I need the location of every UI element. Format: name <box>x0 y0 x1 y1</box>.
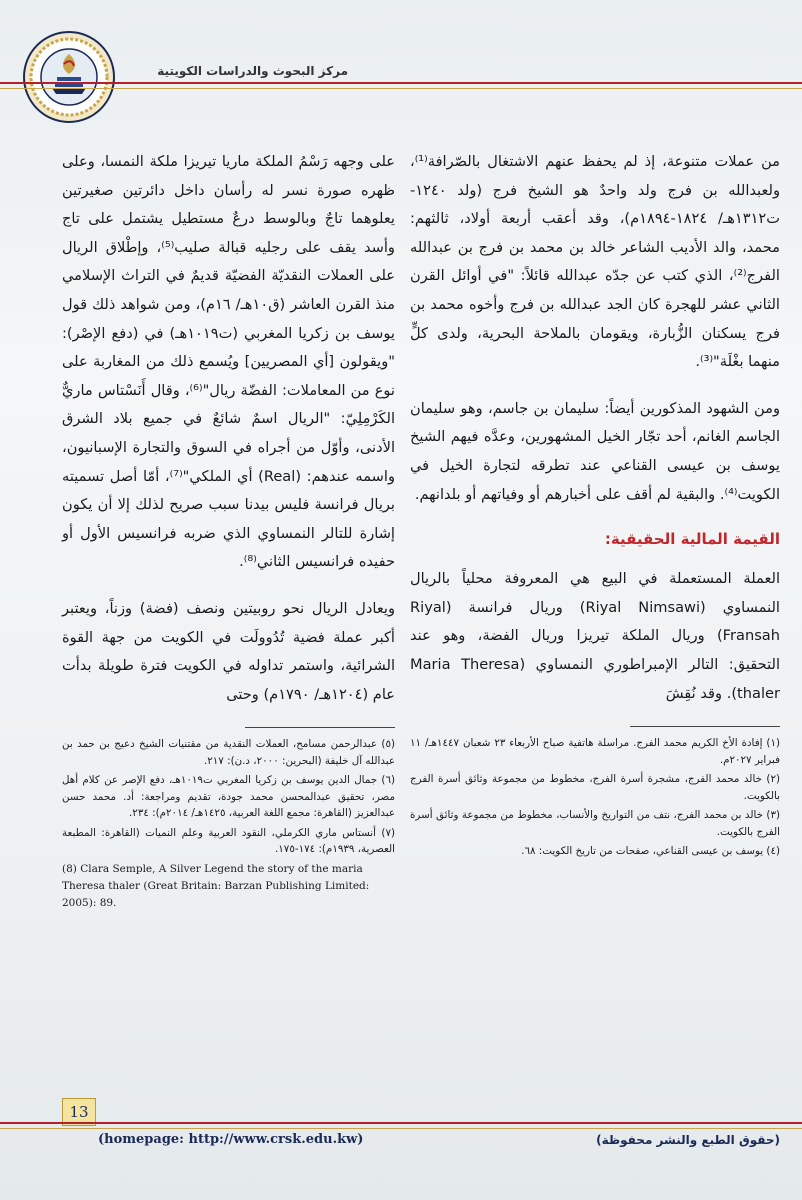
right-paragraph-2: ومن الشهود المذكورين أيضاً: سليمان بن جاسم، وهو سليمان الجاسم الغانم، أحد تجّار الخيل المشهورين، وعدَّه فيهم الشيخ يوسف بن عيسى القناعي عند تطرقه لتجارة الخيل في الكويت⁽⁴⁾. والبقية لم أقف على أخبارهم أو وفياتهم أو بلدانهم. <box>410 399 780 503</box>
footnote-4: (٤) يوسف بن عيسى القناعي، صفحات من تاريخ الكويت: ٦٨. <box>521 845 780 858</box>
footnote-5: (٥) عبدالرحمن مسامح، العملات النقدية من مقتنيات الشيخ دعيج بن حمد بن عبدالله آل خليفة (البحرين: ٢٠٠٠، د.ن): ٢١٧. <box>62 738 395 767</box>
header-divider <box>0 82 802 84</box>
copyright-notice: (حقوق الطبع والنشر محفوظة) <box>596 1133 780 1147</box>
footnote-2: (٢) خالد محمد الفرج، مشجرة أسرة الفرج، مخطوط من مجموعة وثائق أسرة الفرج بالكويت. <box>410 773 780 802</box>
right-column <box>410 148 780 863</box>
footnote-7: (٧) أنستاس ماري الكرملي، النقود العربية وعلم النميات (القاهرة: المطبعة العصرية، ١٩٣٩م): ١٧٤-١٧٥. <box>62 826 395 856</box>
section-heading: القيمة المالية الحقيقية: <box>604 530 780 549</box>
header-title: مركز البحوث والدراسات الكويتية <box>157 64 348 78</box>
left-paragraph-1: على وجهه رَسْمُ الملكة ماريا تيريزا ملكة النمسا، وعلى ظهره صورة نسر له رأسان داخل دائرتين صغيرتين يعلوهما تاجٌ وبالوسط درعٌ مستطيل يشتمل على تاج وأسد يقف على رجليه قبالة صليب⁽⁵⁾، وإطْلاق الريال على العملات النقديّة الفضيّة قديمٌ في التراث الإسلامي منذ القرن العاشر (ق١٠هـ/ ١٦م)، ومن شواهد ذلك قول يوسف بن زكريا المغربي (ت١٠١٩هـ) في (دفع الإصْر): "ويقولون [أي المصريين] ويُسمع ذلك من المغاربة على نوع من المعاملات: الفضّة ريال"⁽⁶⁾، وقال أَنَسْتاس ماريٌّ الكَرْمِلِيّ: "الريال اسمٌ شائعٌ في جميع بلاد الشرق الأدنى، وأوّل من أجراه في السوق والتجارة الإسبانيون، واسمه عندهم: (Real) أي الملكي"⁽⁷⁾، أمّا أصل تسميته بريال فرانسة فليس بيدنا سبب صريح لذلك إلا أن يكون إشارة للتالر النمساوي الذي ضربه فرانسيس الأول أو حفيده فرانسيس الثاني⁽⁸⁾. <box>62 153 395 571</box>
homepage-link[interactable]: (homepage: http://www.crsk.edu.kw) <box>98 1132 364 1147</box>
left-paragraph-2: ويعادل الريال نحو روبيتين ونصف (فضة) وزناً، ويعتبر أكبر عملة فضية تُدُوولَت في الكويت من جهة القوة الشرائية، واستمر تداوله في الكويت فترة طويلة بدأت عام (١٢٠٤هـ/ ١٧٩٠م) وحتى <box>62 599 395 703</box>
footnote-3: (٣) خالد بن محمد الفرج، نتف من التواريخ والأنساب، مخطوط من مجموعة وثائق أسرة الفرج بالكويت. <box>410 809 780 838</box>
footnote-6: (٦) جمال الدين يوسف بن زكريا المغربي ت١٠١٩هـ، دفع الإصر عن كلام أهل مصر، تحقيق عبدالمحسن محمد جودة، تقديم ومراجعة: أد. محمد حسن عبدالعزيز (القاهرة: مجمع اللغة العربية، ١٤٢٥هـ/ ٢٠١٤م): ٢٣٤. <box>62 774 395 820</box>
right-paragraph-3: العملة المستعملة في البيع هي المعروفة محلياً بالريال النمساوي (Riyal Nimsawi) وريال فرانسة (Riyal Fransah) وريال الملكة تيريزا وريال الفضة، وهو عند التحقيق: التالر الإمبراطوري النمساوي (Maria Theresa thaler). وقد نُقِشَ <box>410 570 780 702</box>
footnote-separator <box>245 727 395 728</box>
left-footnotes <box>62 736 395 912</box>
right-paragraph-1: من عملات متنوعة، إذ لم يحفظ عنهم الاشتغال بالصّرافة⁽¹⁾، ولعبدالله بن فرج ولد واحدٌ هو الشيخ فرج (ولد ١٢٤٠-ت١٣١٢هـ/ ١٨٢٤-١٨٩٤م)، وقد أعقب أربعة أولاد، ثالثهم: محمد، والد الأديب الشاعر خالد بن محمد بن فرج بن عبدالله الفرج⁽²⁾، الذي كتب عن جدّه عبدالله قائلاً: "في أوائل القرن الثاني عشر للهجرة كان الجد عبدالله بن فرج وأخوه محمد بن فرج يسكنان الزُّبارة، ويقومان بالملاحة البحرية، ولدى كلٍّ منهما بغْلَة"⁽³⁾. <box>410 153 781 371</box>
page-number: 13 <box>62 1098 96 1126</box>
center-logo-icon <box>22 30 116 124</box>
right-footnotes <box>410 735 780 860</box>
header-divider-gold <box>0 88 802 89</box>
footnote-1: (١) إفادة الأخ الكريم محمد الفرج. مراسلة هاتفية صباح الأربعاء ٢٣ شعبان ١٤٤٧هـ/ ١١ فبراير ٢٠٢٧م. <box>410 737 780 766</box>
footnote-separator <box>630 726 780 727</box>
left-column <box>62 148 395 915</box>
footnote-8: (8) Clara Semple, A Silver Legend the story of the maria Theresa thaler (Great Britain: Barzan Publishing Limited: 2005): 89. <box>62 862 370 909</box>
footer-divider <box>0 1122 802 1124</box>
